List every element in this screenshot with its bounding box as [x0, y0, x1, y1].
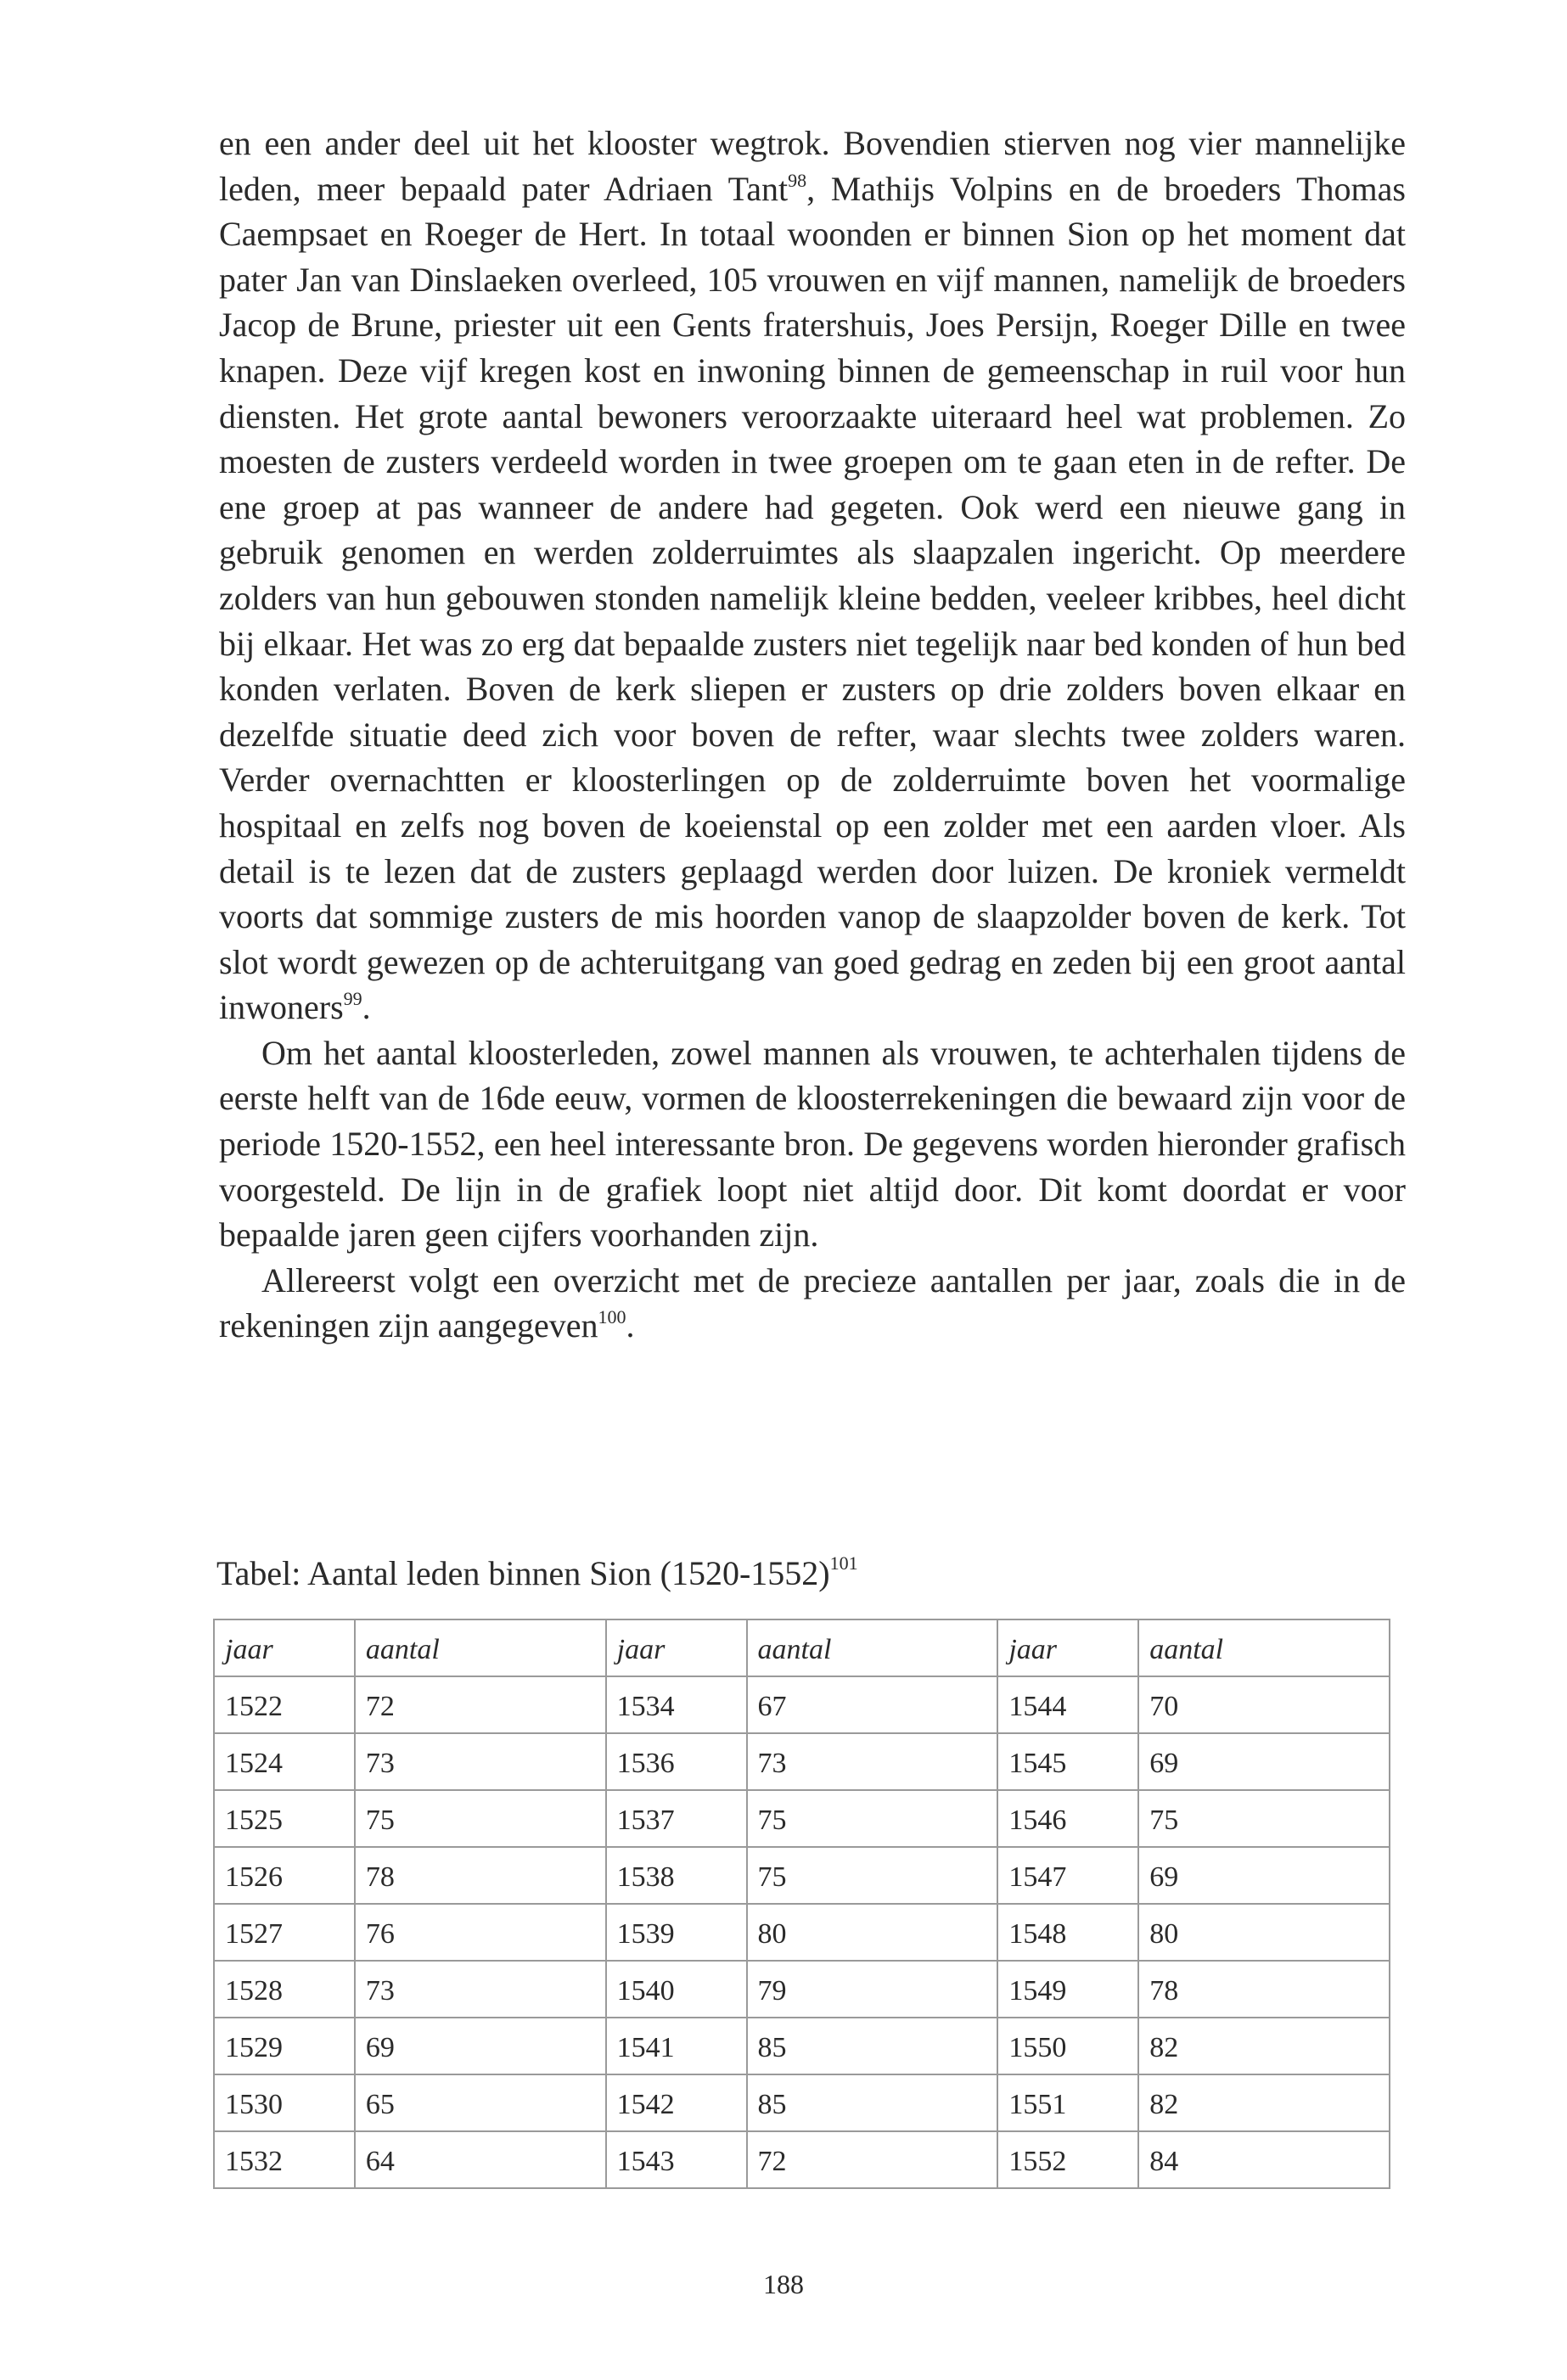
year-cell: 1549	[997, 1961, 1138, 2018]
count-cell: 75	[355, 1790, 606, 1847]
count-cell: 64	[355, 2131, 606, 2188]
year-cell: 1545	[997, 1733, 1138, 1790]
count-cell: 82	[1138, 2018, 1390, 2074]
year-cell: 1536	[606, 1733, 747, 1790]
footnote-ref: 99	[343, 988, 362, 1010]
count-cell: 80	[747, 1904, 998, 1961]
count-cell: 80	[1138, 1904, 1390, 1961]
paragraph	[219, 121, 1406, 1030]
count-cell: 72	[355, 1676, 606, 1733]
paragraph-text: Allereerst volgt een overzicht met de precieze aantallen per jaar, zoals die in de rekeningen zijn aangegeven	[219, 1260, 1406, 1345]
header-jaar-2: jaar	[606, 1619, 747, 1676]
count-cell: 69	[355, 2018, 606, 2074]
table-row	[214, 1904, 1390, 1961]
table-row	[214, 2018, 1390, 2074]
year-cell: 1525	[214, 1790, 355, 1847]
count-cell: 84	[1138, 2131, 1390, 2188]
header-aantal-1: aantal	[355, 1619, 606, 1676]
members-table	[213, 1619, 1390, 2189]
year-cell: 1534	[606, 1676, 747, 1733]
count-cell: 73	[355, 1961, 606, 2018]
footnote-ref: 98	[788, 169, 807, 191]
table-row	[214, 1790, 1390, 1847]
paragraph-text: Om het aantal kloosterleden, zowel mannen als vrouwen, te achterhalen tijdens de eerste helft van de 16de eeuw, vormen de kloosterrekeningen die bewaard zijn voor de periode 1520-1552, een heel interessante bron. De gegevens worden hieronder grafisch voorgesteld. De lijn in de grafiek loopt niet altijd door. Dit komt doordat er voor bepaalde jaren geen cijfers voorhanden zijn.	[219, 1033, 1406, 1255]
footnote-ref: 100	[598, 1306, 626, 1328]
year-cell: 1537	[606, 1790, 747, 1847]
page-number: 188	[763, 2269, 804, 2299]
year-cell: 1526	[214, 1847, 355, 1904]
paragraph-text: .	[626, 1306, 635, 1345]
count-cell: 73	[355, 1733, 606, 1790]
paragraph-text: en een ander deel uit het klooster wegtrok. Bovendien stierven nog vier mannelijke leden, meer bepaald pater Adriaen Tant	[219, 124, 1406, 208]
count-cell: 70	[1138, 1676, 1390, 1733]
count-cell: 85	[747, 2018, 998, 2074]
count-cell: 67	[747, 1676, 998, 1733]
year-cell: 1530	[214, 2074, 355, 2131]
year-cell: 1547	[997, 1847, 1138, 1904]
count-cell: 85	[747, 2074, 998, 2131]
table-row	[214, 2074, 1390, 2131]
year-cell: 1548	[997, 1904, 1138, 1961]
year-cell: 1542	[606, 2074, 747, 2131]
header-jaar-1: jaar	[214, 1619, 355, 1676]
year-cell: 1546	[997, 1790, 1138, 1847]
count-cell: 75	[747, 1847, 998, 1904]
paragraph	[219, 1258, 1406, 1349]
header-aantal-3: aantal	[1138, 1619, 1390, 1676]
year-cell: 1538	[606, 1847, 747, 1904]
table-row	[214, 2131, 1390, 2188]
paragraph-text: .	[362, 988, 371, 1027]
body-text	[219, 121, 1406, 1349]
count-cell: 75	[747, 1790, 998, 1847]
count-cell: 78	[1138, 1961, 1390, 2018]
paragraph-text: , Mathijs Volpins en de broeders Thomas Caempsaet en Roeger de Hert. In totaal woonden er binnen Sion op het moment dat pater Jan van Dinslaeken overleed, 105 vrouwen en vijf mannen, namelijk de broeders Jacop de Brune, priester uit een Gents fratershuis, Joes Persijn, Roeger Dille en twee knapen. Deze vijf kregen kost en inwoning binnen de gemeenschap in ruil voor hun diensten. Het grote aantal bewoners veroorzaakte uiteraard heel wat problemen. Zo moesten de zusters verdeeld worden in twee groepen om te gaan eten in de refter. De ene groep at pas wanneer de andere had gegeten. Ook werd een nieuwe gang in gebruik genomen en werden zolderruimtes als slaapzalen ingericht. Op meerdere zolders van hun gebouwen stonden namelijk kleine bedden, veeleer kribbes, heel dicht bij elkaar. Het was zo erg dat bepaalde zusters niet tegelijk naar bed konden of hun bed konden verlaten. Boven de kerk sliepen er zusters op drie zolders boven elkaar en dezelfde situatie deed zich voor boven de refter, waar slechts twee zolders waren. Verder overnachtten er kloosterlingen op de zolderruimte boven het voormalige hospitaal en zelfs nog boven de koeienstal op een zolder met een aarden vloer. Als detail is te lezen dat de zusters geplaagd werden door luizen. De kroniek vermeldt voorts dat sommige zusters de mis hoorden vanop de slaapzolder boven de kerk. Tot slot wordt gewezen op de achteruitgang van goed gedrag en zeden bij een groot aantal inwoners	[219, 169, 1406, 1027]
table-row	[214, 1733, 1390, 1790]
count-cell: 69	[1138, 1847, 1390, 1904]
table-row	[214, 1961, 1390, 2018]
header-jaar-3: jaar	[997, 1619, 1138, 1676]
year-cell: 1524	[214, 1733, 355, 1790]
paragraph	[219, 1030, 1406, 1258]
year-cell: 1539	[606, 1904, 747, 1961]
table-body	[214, 1676, 1390, 2188]
count-cell: 73	[747, 1733, 998, 1790]
count-cell: 76	[355, 1904, 606, 1961]
table-title-footnote: 101	[829, 1552, 858, 1574]
table-header-row	[214, 1619, 1390, 1676]
table-title	[216, 1553, 858, 1593]
year-cell: 1532	[214, 2131, 355, 2188]
count-cell: 82	[1138, 2074, 1390, 2131]
count-cell: 69	[1138, 1733, 1390, 1790]
year-cell: 1529	[214, 2018, 355, 2074]
year-cell: 1527	[214, 1904, 355, 1961]
year-cell: 1540	[606, 1961, 747, 2018]
year-cell: 1522	[214, 1676, 355, 1733]
table-row	[214, 1847, 1390, 1904]
count-cell: 79	[747, 1961, 998, 2018]
count-cell: 65	[355, 2074, 606, 2131]
count-cell: 75	[1138, 1790, 1390, 1847]
year-cell: 1551	[997, 2074, 1138, 2131]
year-cell: 1543	[606, 2131, 747, 2188]
year-cell: 1544	[997, 1676, 1138, 1733]
year-cell: 1528	[214, 1961, 355, 2018]
table-title-text: Tabel: Aantal leden binnen Sion (1520-1552)	[216, 1554, 830, 1592]
header-aantal-2: aantal	[747, 1619, 998, 1676]
year-cell: 1541	[606, 2018, 747, 2074]
count-cell: 78	[355, 1847, 606, 1904]
year-cell: 1552	[997, 2131, 1138, 2188]
table-row	[214, 1676, 1390, 1733]
count-cell: 72	[747, 2131, 998, 2188]
year-cell: 1550	[997, 2018, 1138, 2074]
